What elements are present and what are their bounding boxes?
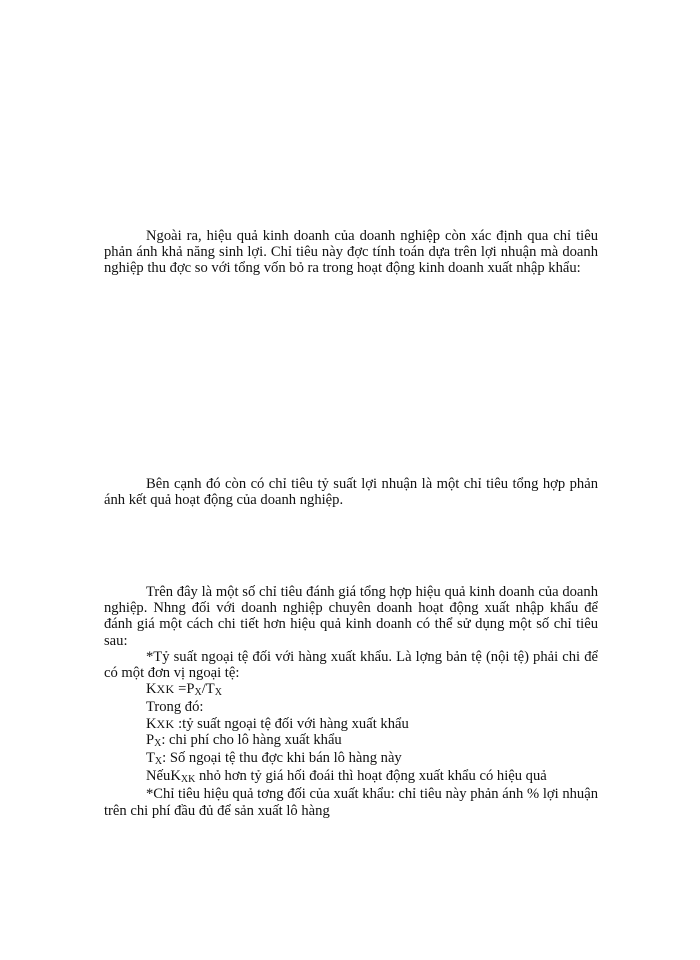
definition-px: $P_X$: chi phí cho lô hàng xuất khẩu: [146, 731, 342, 749]
paragraph-text: Trên đây là một số chỉ tiêu đánh giá tổng hợp hiệu quả kinh doanh của doanh nghiệp. Nhng đối với doanh nghiệp chuyên doanh hoạt động xuất nhập khẩu để đánh giá một cách chi tiết hơn hiệu quả kinh doanh có thể sử dụng một số chỉ tiêu sau:: [104, 584, 598, 649]
definition-tx: $T_X$: Số ngoại tệ thu đợc khi bán lô hàng này: [146, 750, 402, 768]
section-export-indicators: [104, 584, 598, 819]
paragraph-profitability: [104, 228, 598, 277]
condition-kxk: NếuK$_{XK}$ nhỏ hơn tỷ giá hối đoái thì hoạt động xuất khẩu có hiệu quả: [146, 768, 547, 786]
definition-kxk: KXK :tỷ suất ngoại tệ đối với hàng xuất khẩu: [146, 715, 409, 732]
paragraph-text: *Tỷ suất ngoại tệ đối với hàng xuất khẩu. Là lợng bản tệ (nội tệ) phải chi để có một đơn vị ngoại tệ:: [104, 648, 598, 682]
where-label: Trong đó:: [146, 699, 204, 716]
formula-kxk: KXK $=P_X/T_X$: [146, 681, 222, 699]
paragraph-text: Bên cạnh đó còn có chỉ tiêu tỷ suất lợi nhuận là một chỉ tiêu tổng hợp phản ánh kết quả hoạt động của doanh nghiệp.: [104, 476, 598, 509]
paragraph-profit-rate: [104, 476, 598, 508]
paragraph-text: *Chỉ tiêu hiệu quả tơng đối của xuất khẩu: chỉ tiêu này phản ánh % lợi nhuận trên chi phí đầu đủ để sản xuất lô hàng: [104, 786, 598, 819]
paragraph-text: Ngoài ra, hiệu quả kinh doanh của doanh nghiệp còn xác định qua chỉ tiêu phản ánh khả năng sinh lợi. Chỉ tiêu này đợc tính toán dựa trên lợi nhuận mà doanh nghiệp thu đợc so với tổng vốn bỏ ra trong hoạt động kinh doanh xuất nhập khẩu:: [104, 228, 598, 277]
